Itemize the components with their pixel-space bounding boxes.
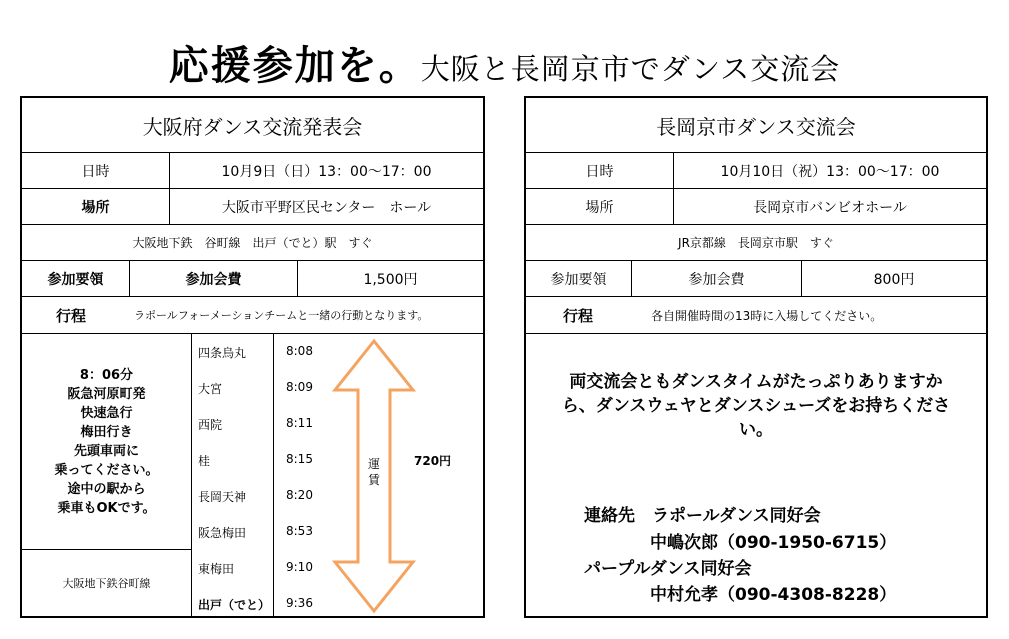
- left-itinerary-label: 行程: [56, 306, 87, 325]
- station-name: 東梅田: [198, 562, 235, 576]
- message-line: 両交流会ともダンスタイムがたっぷりありますか: [569, 372, 943, 392]
- right-fee-value: 800円: [802, 261, 986, 297]
- right-itinerary-row: [526, 297, 986, 334]
- station-time: 8:20: [286, 488, 313, 502]
- right-access: JR京都線 長岡京市駅 すぐ: [526, 225, 986, 261]
- left-fee-label: 参加会費: [130, 261, 298, 297]
- left-place-value: 大阪市平野区民センター ホール: [170, 189, 483, 225]
- contact-2: 中村允孝（090-4308-8228）: [650, 585, 897, 605]
- station-time: 8:15: [286, 452, 313, 466]
- club-2: パープルダンス同好会: [584, 559, 752, 579]
- instruction-line: 快速急行: [80, 405, 133, 421]
- station-time: 8:53: [286, 524, 313, 538]
- left-date-value: 10月9日（日）13：00～17：00: [170, 153, 483, 189]
- left-instructions-box: [22, 334, 192, 550]
- message-line: い。: [739, 420, 773, 440]
- station-name: 阪急梅田: [198, 526, 247, 540]
- station-name: 出戸（でと）: [198, 598, 271, 612]
- right-place-value: 長岡京市バンビオホール: [674, 189, 986, 225]
- title-main: 応援参加を。: [168, 43, 421, 89]
- station-name: 西院: [198, 418, 223, 432]
- fare-value: 720円: [414, 454, 452, 468]
- fare-label: [367, 456, 381, 488]
- station-name: 桂: [198, 454, 211, 468]
- instruction-line: 8：06分: [79, 367, 134, 383]
- station-time: 8:11: [286, 416, 313, 430]
- station-name: 長岡天神: [198, 490, 247, 504]
- station-time: 8:09: [286, 380, 313, 394]
- message-line: ら、ダンスウェヤとダンスシューズをお持ちくださ: [561, 396, 951, 416]
- contact-label: 連絡先 ラポールダンス同好会: [584, 506, 821, 526]
- station-time: 9:10: [286, 560, 313, 574]
- left-itinerary-row: [22, 297, 483, 334]
- station-time: 9:36: [286, 596, 313, 610]
- right-entry-label: 参加要領: [526, 261, 632, 297]
- left-event-panel: [20, 96, 485, 618]
- right-place-label: 場所: [526, 189, 674, 225]
- left-itinerary-note: ラポールフォーメーションチームと一緒の行動となります。: [134, 309, 429, 322]
- title-sub: 大阪と長岡京市でダンス交流会: [420, 52, 841, 86]
- right-date-label: 日時: [526, 153, 674, 189]
- right-itinerary-note: 各自開催時間の13時に入場してください。: [651, 308, 883, 323]
- left-place-label: 場所: [22, 189, 170, 225]
- left-entry-label: 参加要領: [22, 261, 130, 297]
- instruction-line: 乗車もOKです。: [57, 500, 156, 516]
- station-name: 大宮: [198, 382, 223, 396]
- left-date-label: 日時: [22, 153, 170, 189]
- instruction-line: 阪急河原町発: [67, 386, 146, 402]
- page-title: [0, 34, 1009, 91]
- right-date-value: 10月10日（祝）13：00～17：00: [674, 153, 986, 189]
- right-fee-label: 参加会費: [632, 261, 802, 297]
- instruction-line: 乗ってください。: [54, 462, 159, 478]
- left-access: 大阪地下鉄 谷町線 出戸（でと）駅 すぐ: [22, 225, 483, 261]
- right-event-header: 長岡京市ダンス交流会: [526, 98, 986, 153]
- right-itinerary-label: 行程: [563, 306, 594, 325]
- contact-1: 中嶋次郎（090-1950-6715）: [650, 533, 897, 553]
- station-time: 8:08: [286, 344, 313, 358]
- instruction-line: 先頭車両に: [73, 443, 139, 459]
- instruction-line: 途中の駅から: [67, 481, 146, 497]
- left-subway-line: 大阪地下鉄谷町線: [22, 550, 192, 616]
- fare-label-text: 運賃: [367, 457, 380, 487]
- right-message: [526, 370, 986, 442]
- right-event-panel: [524, 96, 988, 618]
- instruction-line: 梅田行き: [80, 424, 133, 440]
- left-event-header: 大阪府ダンス交流発表会: [22, 98, 483, 153]
- station-name: 四条烏丸: [198, 346, 247, 360]
- left-fee-value: 1,500円: [298, 261, 483, 297]
